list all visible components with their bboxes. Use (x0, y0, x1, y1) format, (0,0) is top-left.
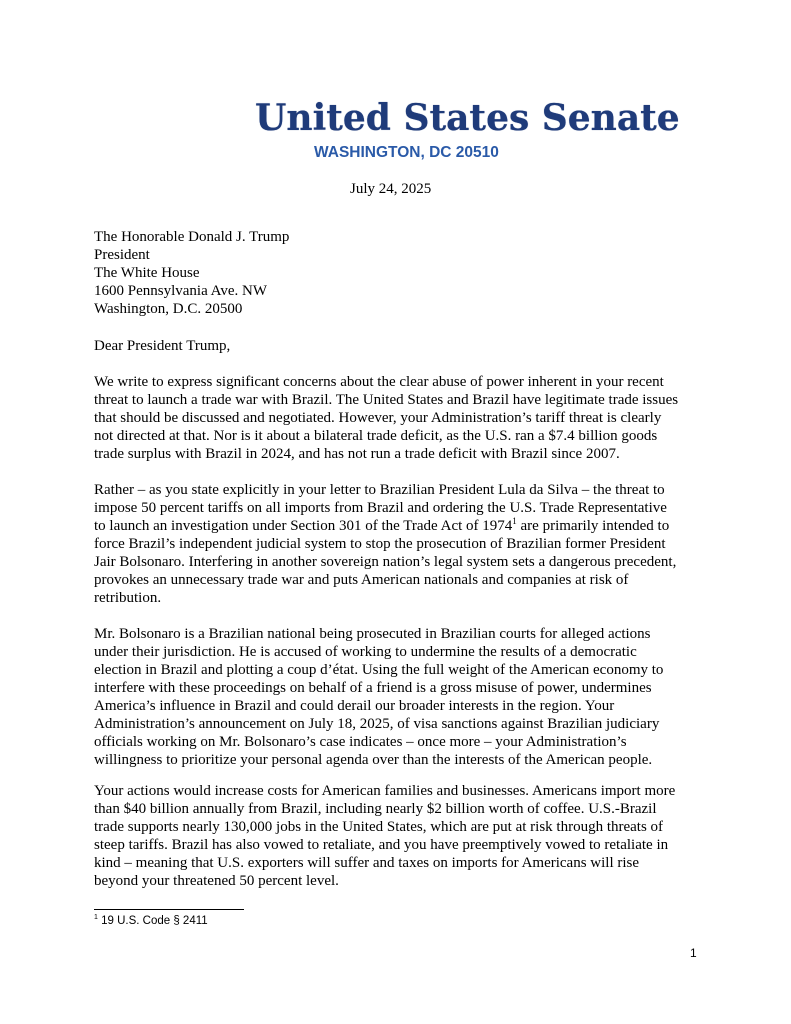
text-line: Administration’s announcement on July 18, 2025, of visa sanctions against Brazilian judiciary (94, 716, 660, 732)
text-line: We write to express significant concerns about the clear abuse of power inherent in your recent (94, 374, 664, 390)
salutation: Dear President Trump, (94, 338, 231, 354)
recipient-line: The White House (94, 265, 200, 281)
text-line: interfere with these proceedings on behalf of a friend is a gross misuse of power, undermines (94, 680, 652, 696)
text-line: Your actions would increase costs for American families and businesses. Americans import more (94, 783, 676, 799)
body-paragraph-3 (94, 625, 734, 769)
text-segment: to launch an investigation under Section 301 of the Trade Act of 1974 (94, 518, 513, 534)
text-line: not directed at that. Nor is it about a bilateral trade deficit, as the U.S. ran a $7.4 billion goods (94, 428, 658, 444)
letterhead-title: United States Senate (255, 97, 680, 139)
text-line: under their jurisdiction. He is accused of working to undermine the results of a democratic (94, 644, 637, 660)
text-line: willingness to prioritize your personal agenda over than the interests of the American people. (94, 752, 653, 768)
text-line: provokes an unnecessary trade war and puts American nationals and companies at risk of (94, 572, 629, 588)
recipient-line: Washington, D.C. 20500 (94, 301, 243, 317)
text-line: kind – meaning that U.S. exporters will suffer and taxes on imports for Americans will rise (94, 855, 640, 871)
footnote-reference[interactable]: 1 (512, 516, 517, 526)
body-paragraph-1 (94, 373, 734, 463)
text-line: threat to launch a trade war with Brazil. The United States and Brazil have legitimate trade issues (94, 392, 679, 408)
recipient-line: The Honorable Donald J. Trump (94, 229, 290, 245)
text-line: officials working on Mr. Bolsonaro’s case indicates – once more – your Administration’s (94, 734, 627, 750)
recipient-line: 1600 Pennsylvania Ave. NW (94, 283, 268, 299)
recipient-line: President (94, 247, 150, 263)
text-line: Mr. Bolsonaro is a Brazilian national being prosecuted in Brazilian courts for alleged actions (94, 626, 651, 642)
text-line: that should be discussed and negotiated. However, your Administration’s tariff threat is clearly (94, 410, 662, 426)
body-paragraph-2 (94, 481, 734, 607)
footnote-divider (94, 909, 244, 910)
footnote-text: 19 U.S. Code § 2411 (101, 915, 208, 927)
text-line: Jair Bolsonaro. Interfering in another sovereign nation’s legal system sets a dangerous precedent, (94, 554, 677, 570)
text-segment: are primarily intended to (516, 518, 670, 534)
text-line: steep tariffs. Brazil has also vowed to retaliate, and you have preemptively vowed to retaliate in (94, 837, 669, 853)
text-line (94, 517, 734, 535)
footnote (94, 914, 208, 928)
text-line: trade supports nearly 130,000 jobs in the United States, which are put at risk through threats of (94, 819, 664, 835)
letter-date: July 24, 2025 (350, 181, 432, 197)
text-line: than $40 billion annually from Brazil, including nearly $2 billion worth of coffee. U.S.-Brazil (94, 801, 657, 817)
footnote-marker: 1 (94, 914, 98, 922)
body-paragraph-4 (94, 782, 734, 890)
text-line: impose 50 percent tariffs on all imports from Brazil and ordering the U.S. Trade Representative (94, 500, 667, 516)
text-line: trade surplus with Brazil in 2024, and has not run a trade deficit with Brazil since 2007. (94, 446, 620, 462)
text-line: retribution. (94, 590, 162, 606)
letterhead-subtitle: WASHINGTON, DC 20510 (314, 144, 499, 161)
text-line: force Brazil’s independent judicial system to stop the prosecution of Brazilian former President (94, 536, 666, 552)
recipient-address (94, 228, 289, 318)
text-line: beyond your threatened 50 percent level. (94, 873, 339, 889)
text-line: America’s influence in Brazil and could derail our broader interests in the region. Your (94, 698, 615, 714)
text-line: election in Brazil and plotting a coup d’état. Using the full weight of the American economy to (94, 662, 664, 678)
text-line: Rather – as you state explicitly in your letter to Brazilian President Lula da Silva – the threat to (94, 482, 665, 498)
page-number: 1 (690, 946, 697, 960)
